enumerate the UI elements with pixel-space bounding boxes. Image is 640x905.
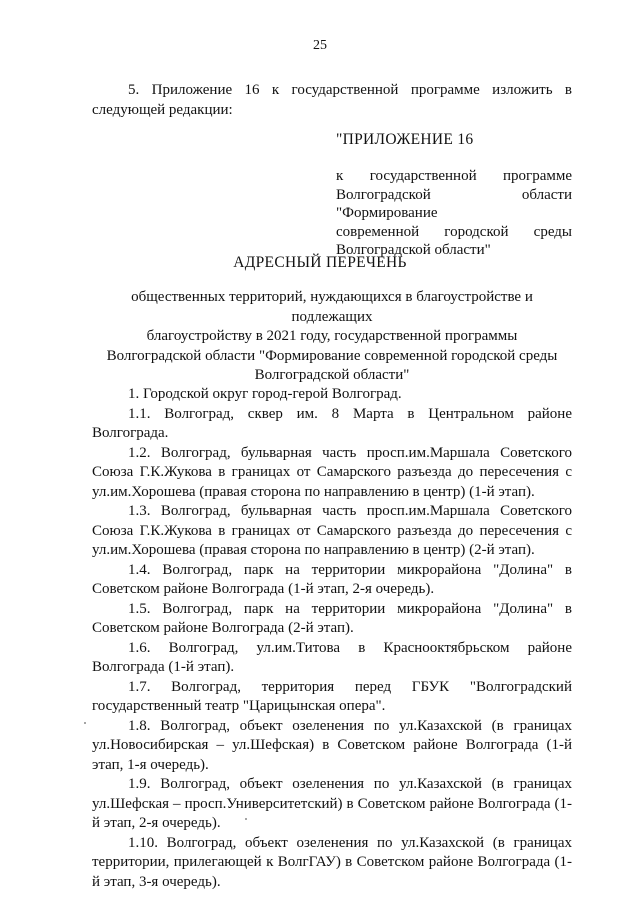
list-item: 1.1. Волгоград, сквер им. 8 Марта в Центральном районе Волгограда. (92, 405, 572, 441)
list-item: 1.6. Волгоград, ул.им.Титова в Краснооктябрьском районе Волгограда (1-й этап). (92, 639, 572, 675)
list-item: 1.7. Волгоград, территория перед ГБУК "Волгоградский государственный театр "Царицынская опера". (92, 678, 572, 714)
list-item: 1.4. Волгоград, парк на территории микрорайона "Долина" в Советском районе Волгограда (1-й этап, 2-я очередь). (92, 561, 572, 597)
appendix-subtitle (336, 167, 572, 260)
appendix-line: к государственной программе (336, 168, 572, 184)
list-item: 1. Городской округ город-герой Волгоград. (128, 386, 402, 402)
address-list (92, 385, 572, 892)
lead-paragraph: 5. Приложение 16 к государственной программе изложить в следующей редакции: (92, 82, 572, 118)
list-item: 1.10. Волгоград, объект озеленения по ул.Казахской (в границах территории, прилегающей к ВолгГАУ) в Советском районе Волгограда (1-й этап, 3-я очередь). (92, 834, 572, 890)
list-item: 1.5. Волгоград, парк на территории микрорайона "Долина" в Советском районе Волгограда (2-й этап). (92, 600, 572, 636)
list-title: АДРЕСНЫЙ ПЕРЕЧЕНЬ (233, 254, 407, 271)
list-item: 1.2. Волгоград, бульварная часть просп.им.Маршала Советского Союза Г.К.Жукова в границах от Самарского разъезда до пересечения с ул.им.Хорошева (правая сторона по направлению в центр) (1-й этап). (92, 444, 572, 500)
list-subtitle-line: Волгоградской области "Формирование современной городской среды (106, 347, 558, 364)
page-number: 25 (313, 38, 327, 53)
appendix-title: "ПРИЛОЖЕНИЕ 16 (336, 131, 474, 148)
appendix-line: Волгоградской области" (336, 242, 491, 258)
list-item: 1.3. Волгоград, бульварная часть просп.им.Маршала Советского Союза Г.К.Жукова в границах от Самарского разъезда до пересечения с ул.им.Хорошева (правая сторона по направлению в центр) (2-й этап). (92, 503, 572, 558)
scan-speck (245, 818, 247, 820)
list-item: 1.8. Волгоград, объект озеленения по ул.Казахской (в границах ул.Новосибирская – ул.Шефская) в Советском районе Волгограда (1-й этап, 1-я очередь). (92, 717, 572, 773)
appendix-line: Волгоградской области "Формирование (336, 186, 572, 221)
list-subtitle-line: благоустройству в 2021 году, государственной программы (146, 328, 518, 344)
list-item: 1.9. Волгоград, объект озеленения по ул.Казахской (в границах ул.Шефская – просп.Университетский) в Советском районе Волгограда (1-й этап, 2-я очередь). (92, 776, 572, 831)
appendix-line: современной городской среды (336, 223, 572, 240)
list-subtitle (92, 288, 572, 386)
list-subtitle-line: Волгоградской области" (254, 367, 410, 383)
list-subtitle-line: общественных территорий, нуждающихся в благоустройстве и подлежащих (131, 289, 533, 325)
scan-speck (84, 722, 86, 724)
